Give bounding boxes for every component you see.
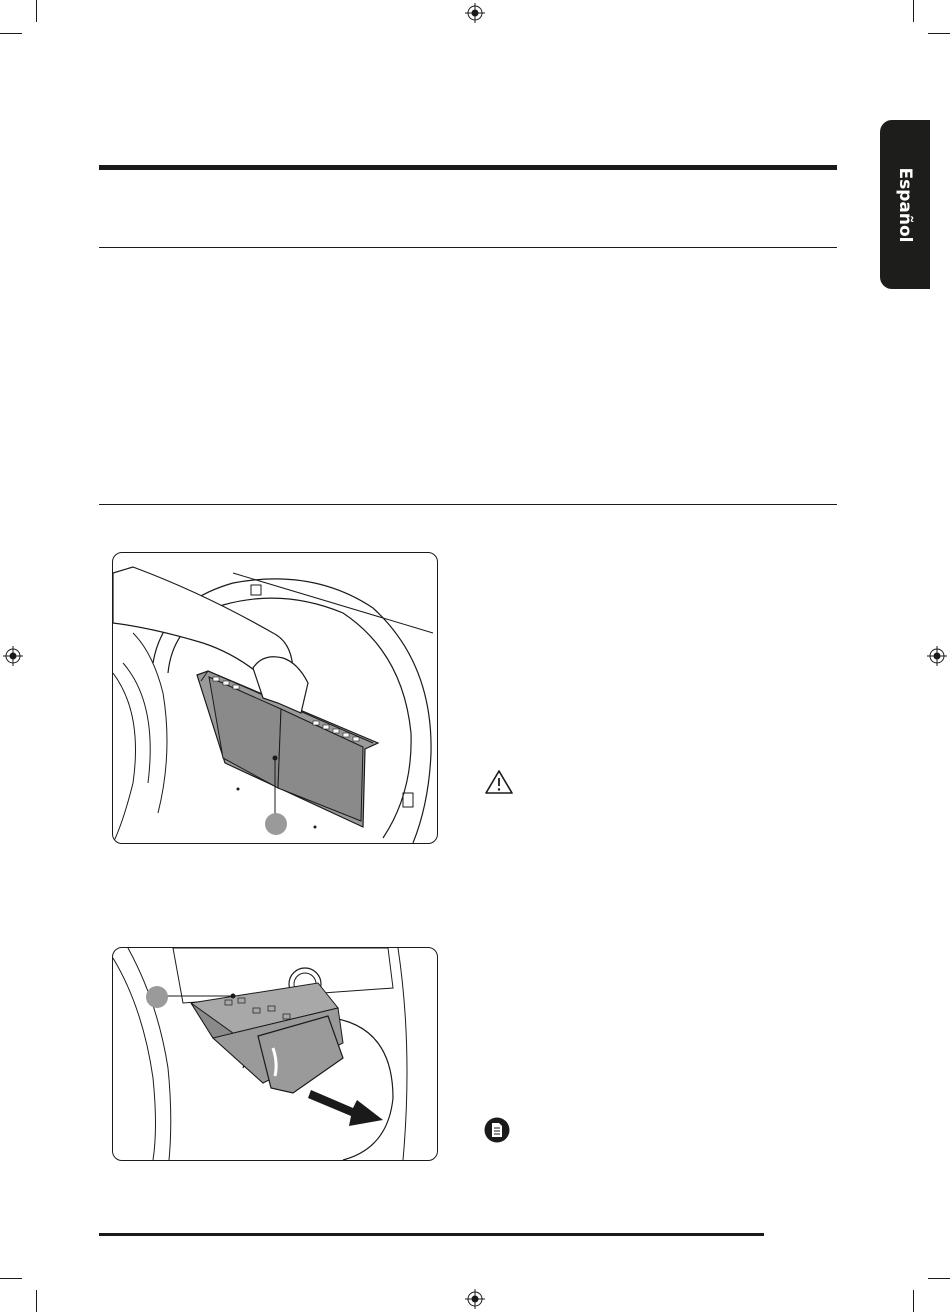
crop-mark — [36, 0, 37, 22]
section-top-rule — [99, 165, 837, 170]
crop-mark — [913, 1290, 914, 1312]
drawer-removal-illustration — [112, 947, 438, 1161]
language-side-tab — [880, 120, 930, 289]
language-tab-label: Español — [895, 167, 915, 242]
registration-mark-icon — [465, 3, 485, 23]
registration-mark-icon — [927, 646, 947, 666]
crop-mark — [928, 33, 950, 34]
footer-rule — [99, 1233, 764, 1236]
crop-mark — [913, 0, 914, 22]
crop-mark — [0, 1278, 22, 1279]
crop-mark — [0, 33, 22, 34]
note-icon — [484, 1117, 510, 1143]
registration-mark-icon — [3, 646, 23, 666]
registration-mark-icon — [465, 1289, 485, 1309]
filter-removal-illustration — [112, 552, 438, 844]
crop-mark — [928, 1278, 950, 1279]
caution-triangle-icon — [484, 768, 514, 796]
section-divider — [99, 504, 837, 505]
section-divider — [99, 247, 837, 248]
crop-mark — [36, 1290, 37, 1312]
